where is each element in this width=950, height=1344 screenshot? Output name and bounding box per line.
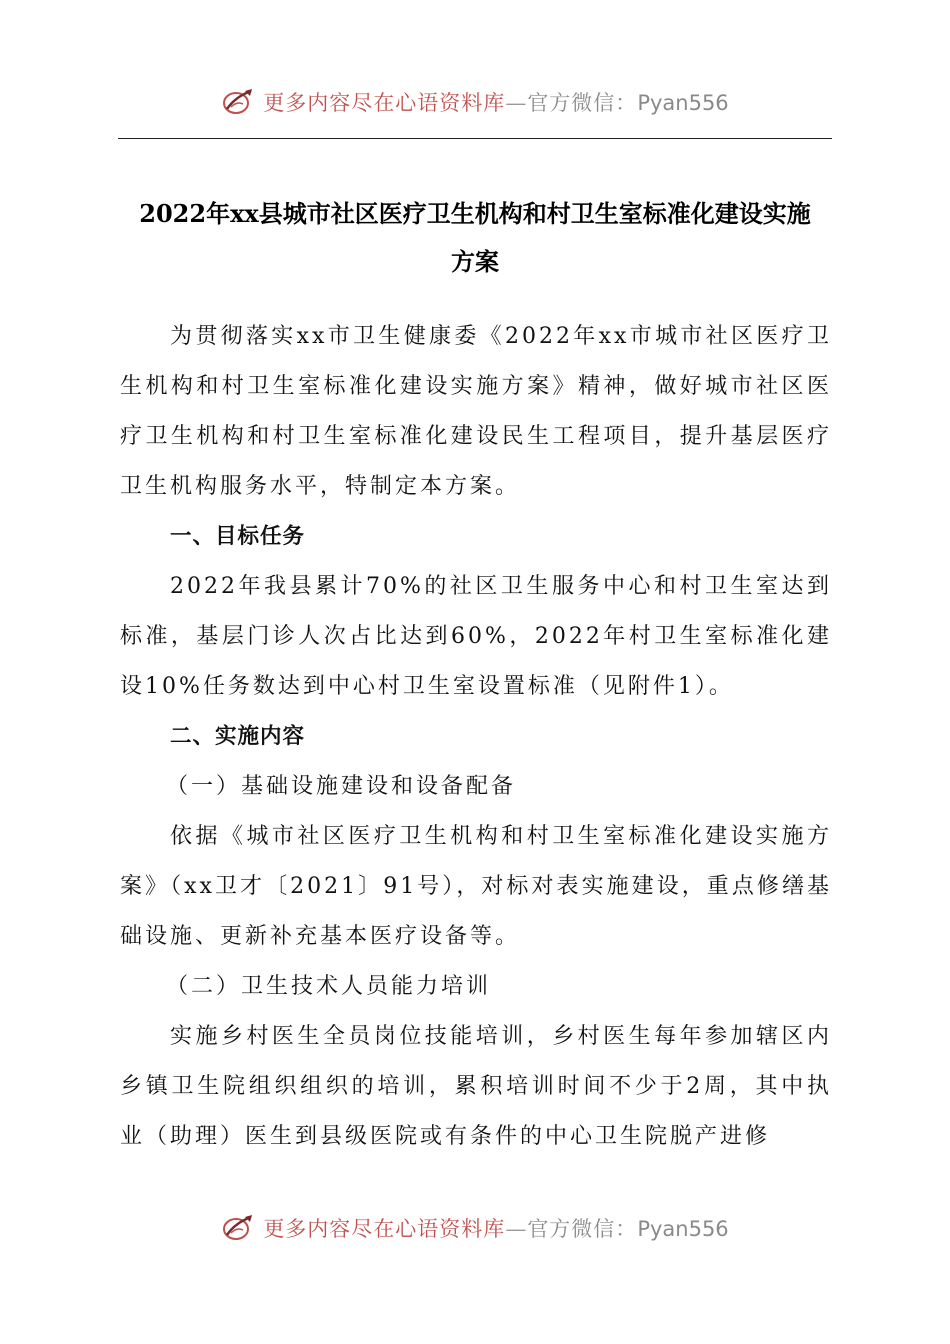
- pen-swirl-logo-icon: [221, 85, 255, 119]
- document-body: [120, 312, 832, 1162]
- watermark-dash: —: [505, 1217, 528, 1241]
- goals-paragraph: 2022年我县累计70%的社区卫生服务中心和村卫生室达到标准，基层门诊人次占比达到60%，2022年村卫生室标准化建设10%任务数达到中心村卫生室设置标准（见附件1）。: [120, 574, 832, 699]
- watermark-main-text: 更多内容尽在心语资料库: [263, 91, 506, 115]
- watermark-text: [263, 87, 728, 117]
- header-watermark: [0, 82, 950, 122]
- section-heading-content: 二、实施内容: [170, 724, 306, 749]
- watermark-main-text: 更多内容尽在心语资料库: [263, 1217, 506, 1241]
- document-title-line-1: 2022年xx县城市社区医疗卫生机构和村卫生室标准化建设实施: [139, 199, 811, 228]
- subheading-infrastructure: （一）基础设施建设和设备配备: [166, 774, 517, 799]
- footer-watermark: [0, 1208, 950, 1248]
- header-rule: [118, 138, 832, 139]
- infrastructure-paragraph: 依据《城市社区医疗卫生机构和村卫生室标准化建设实施方案》（xx卫才〔2021〕91号），对标对表实施建设，重点修缮基础设施、更新补充基本医疗设备等。: [120, 824, 832, 949]
- watermark-label: 官方微信：: [527, 1217, 638, 1241]
- watermark-text: [263, 1213, 728, 1243]
- subheading-training: （二）卫生技术人员能力培训: [166, 974, 492, 999]
- watermark-wechat-id: Pyan556: [637, 91, 729, 115]
- watermark-wechat-id: Pyan556: [637, 1217, 729, 1241]
- intro-paragraph: 为贯彻落实xx市卫生健康委《2022年xx市城市社区医疗卫生机构和村卫生室标准化建设实施方案》精神，做好城市社区医疗卫生机构和村卫生室标准化建设民生工程项目，提升基层医疗卫生机构服务水平，特制定本方案。: [120, 324, 832, 499]
- watermark-label: 官方微信：: [527, 91, 638, 115]
- watermark-dash: —: [505, 91, 528, 115]
- pen-swirl-logo-icon: [221, 1211, 255, 1245]
- document-title: [110, 190, 840, 286]
- section-heading-goals: 一、目标任务: [170, 524, 306, 549]
- training-paragraph: 实施乡村医生全员岗位技能培训，乡村医生每年参加辖区内乡镇卫生院组织组织的培训，累积培训时间不少于2周，其中执业（助理）医生到县级医院或有条件的中心卫生院脱产进修: [120, 1024, 832, 1149]
- document-title-line-2: 方案: [451, 247, 499, 276]
